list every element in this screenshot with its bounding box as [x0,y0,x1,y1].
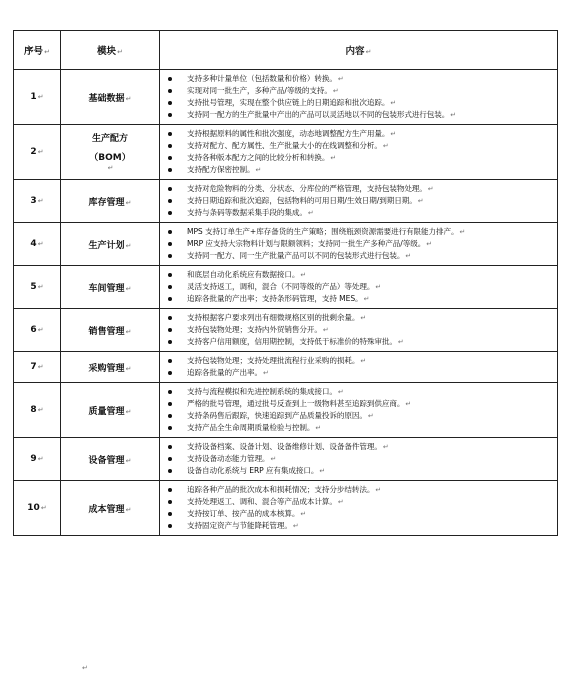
module-content [160,125,558,180]
row-number: 9↵ [14,438,61,481]
module-name: 销售管理↵ [61,309,160,352]
list-item: 支持条码售后跟踪，快速追踪到产品质量投诉的原因。↵ [160,410,557,422]
paragraph-mark: ↵ [82,664,88,672]
list-item: 追踪各批量的产出率。↵ [160,367,557,379]
bullet-icon [168,488,172,492]
bullet-icon [168,316,172,320]
row-number: 6↵ [14,309,61,352]
requirements-table [13,30,558,536]
list-item: 设备自动化系统与 ERP 应有集成接口。↵ [160,465,557,477]
list-item: 和底层自动化系统应有数据接口。↵ [160,269,557,281]
bullet-icon [168,457,172,461]
bullet-icon [168,524,172,528]
table-header-row [14,31,558,70]
module-content [160,309,558,352]
row-number: 3↵ [14,180,61,223]
feature-list [160,383,557,437]
list-item: 灵活支持返工，调和，混合（不同等级的产品）等处理。↵ [160,281,557,293]
list-item: 支持设备档案、设备计划、设备维修计划、设备备件管理。↵ [160,441,557,453]
list-item: 支持产品全生命周期质量检验与控制。↵ [160,422,557,434]
bullet-icon [168,512,172,516]
module-content [160,352,558,383]
bullet-icon [168,328,172,332]
row-number: 7↵ [14,352,61,383]
bullet-icon [168,89,172,93]
list-item: 支持各种版本配方之间的比较分析和转换。↵ [160,152,557,164]
feature-list [160,180,557,222]
row-number: 1↵ [14,70,61,125]
bullet-icon [168,285,172,289]
bullet-icon [168,359,172,363]
bullet-icon [168,132,172,136]
bullet-icon [168,371,172,375]
list-item: 支持日期追踪和批次追踪，包括物料的可用日期/生效日期/到期日期。↵ [160,195,557,207]
bullet-icon [168,445,172,449]
list-item: 支持与条码等数据采集手段的集成。↵ [160,207,557,219]
feature-list [160,223,557,265]
module-content [160,266,558,309]
list-item: 追踪各批量的产出率；支持条形码管理，支持 MES。↵ [160,293,557,305]
table-row [14,383,558,438]
list-item: 支持与流程模拟和先进控制系统的集成接口。↵ [160,386,557,398]
module-name: 生产计划↵ [61,223,160,266]
bullet-icon [168,77,172,81]
module-content [160,383,558,438]
bullet-icon [168,168,172,172]
bullet-icon [168,230,172,234]
bullet-icon [168,273,172,277]
bullet-icon [168,113,172,117]
module-content [160,223,558,266]
bullet-icon [168,340,172,344]
list-item: 支持根据客户要求列出有细微规格区别的批剩余量。↵ [160,312,557,324]
module-name: 基础数据↵ [61,70,160,125]
list-item: 支持包装物处理；支持内外贸销售分开。↵ [160,324,557,336]
feature-list [160,309,557,351]
list-item: 支持同一配方、同一生产批量产品可以不同的包装形式进行包装。↵ [160,250,557,262]
bullet-icon [168,469,172,473]
table-row [14,180,558,223]
module-name: 库存管理↵ [61,180,160,223]
bullet-icon [168,297,172,301]
list-item: 支持固定资产与节能降耗管理。↵ [160,520,557,532]
table-row [14,352,558,383]
list-item: 实现对同一批生产，多种产品/等级的支持。↵ [160,85,557,97]
module-name: 质量管理↵ [61,383,160,438]
bullet-icon [168,242,172,246]
feature-list [160,266,557,308]
list-item: 严格的批号管理，通过批号反查到上一级物料甚至追踪到供应商。↵ [160,398,557,410]
row-number: 8↵ [14,383,61,438]
header-num: 序号↵ [14,31,61,70]
table-row [14,266,558,309]
list-item: 支持对危险物料的分类、分状态、分库位的严格管理，支持包装物处理。↵ [160,183,557,195]
feature-list [160,125,557,179]
header-content: 内容↵ [160,31,558,70]
header-module: 模块↵ [61,31,160,70]
table-row [14,438,558,481]
feature-list [160,438,557,480]
bullet-icon [168,426,172,430]
row-number: 4↵ [14,223,61,266]
module-name: 采购管理↵ [61,352,160,383]
module-name: 成本管理↵ [61,481,160,536]
bullet-icon [168,211,172,215]
list-item: 支持按订单、按产品的成本核算。↵ [160,508,557,520]
list-item: 支持多种计量单位（包括数量和价格）转换。↵ [160,73,557,85]
list-item: 支持配方保密控制。↵ [160,164,557,176]
bullet-icon [168,156,172,160]
feature-list [160,352,557,382]
list-item: 支持包装物处理；支持处理批流程行业采购的损耗。↵ [160,355,557,367]
module-subtitle: （BOM） [89,153,131,163]
row-number: 10↵ [14,481,61,536]
module-content [160,180,558,223]
list-item: 支持处理返工、调和、混合等产品成本计算。↵ [160,496,557,508]
list-item: 支持根据原料的属性和批次强度，动态地调整配方生产用量。↵ [160,128,557,140]
table-row [14,481,558,536]
list-item: 追踪各种产品的批次成本和损耗情况；支持分步结转法。↵ [160,484,557,496]
list-item: 支持同一配方的生产批量中产出的产品可以灵活地以不同的包装形式进行包装。↵ [160,109,557,121]
bullet-icon [168,402,172,406]
module-name: 车间管理↵ [61,266,160,309]
bullet-icon [168,187,172,191]
bullet-icon [168,101,172,105]
row-number: 5↵ [14,266,61,309]
bullet-icon [168,390,172,394]
list-item: MPS 支持订单生产+库存备货的生产策略；围绕瓶颈资源需要进行有限能力排产。↵ [160,226,557,238]
bullet-icon [168,144,172,148]
module-content [160,481,558,536]
module-content [160,438,558,481]
table-row [14,223,558,266]
list-item: 支持客户信用额度，信用期控制，支持低于标准价的特殊审批。↵ [160,336,557,348]
list-item: MRP 应支持大宗物料计划与限额领料；支持同一批生产多种产品/等级。↵ [160,238,557,250]
list-item: 支持批号管理，实现在整个供应链上的日期追踪和批次追踪。↵ [160,97,557,109]
spec-document [13,30,557,536]
feature-list [160,70,557,124]
feature-list [160,481,557,535]
table-row [14,309,558,352]
bullet-icon [168,254,172,258]
list-item: 支持设备动态能力管理。↵ [160,453,557,465]
module-content [160,70,558,125]
list-item: 支持对配方、配方属性、生产批量大小的在线调整和分析。↵ [160,140,557,152]
bullet-icon [168,414,172,418]
module-name: 生产配方 （BOM） ↵ [61,125,160,180]
module-name: 设备管理↵ [61,438,160,481]
bullet-icon [168,199,172,203]
row-number: 2↵ [14,125,61,180]
table-row [14,70,558,125]
bullet-icon [168,500,172,504]
table-row [14,125,558,180]
